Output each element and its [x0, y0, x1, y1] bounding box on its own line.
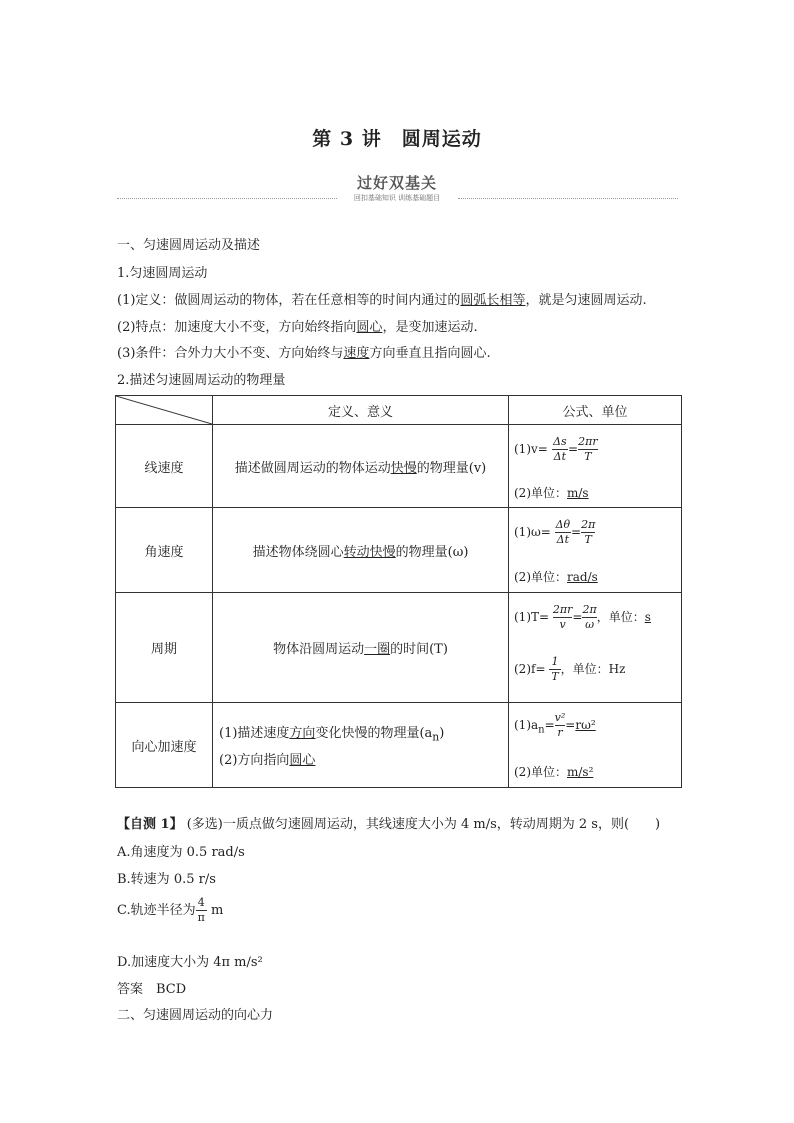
- header-formula: 公式、单位: [509, 396, 682, 425]
- quantity-name: 向心加速度: [116, 703, 213, 788]
- subsection-quantities: 2.描述匀速圆周运动的物理量: [117, 373, 286, 388]
- quantity-formula: (1)T= $\frac{2\pi r}{v}$ = $\frac{2\pi}{\omega}$ ，单位：s (2)f= $\frac{1}{T}$ ，单位：Hz: [509, 593, 682, 703]
- table-row: [116, 508, 682, 593]
- section2-heading: 二、匀速圆周运动的向心力: [117, 1008, 274, 1023]
- quantity-formula: $(1)a_n=$ $\frac{\text{v²}}{r}$ =rω² (2)单位：m/s²: [509, 703, 682, 788]
- table-row: [116, 703, 682, 788]
- table-row: [116, 593, 682, 703]
- answer-blank: 圆心: [356, 320, 383, 335]
- section1-heading: 一、匀速圆周运动及描述: [117, 238, 261, 253]
- option-a: A.角速度为 0.5 rad/s: [117, 845, 245, 860]
- quantity-name: 线速度: [116, 425, 213, 508]
- answer: 答案 BCD: [117, 982, 187, 997]
- quantity-definition: (1)描述速度方向变化快慢的物理量$(a_n)$ (2)方向指向圆心: [213, 703, 509, 788]
- option-d: D.加速度大小为 4π m/s²: [117, 955, 263, 970]
- diagonal-line: [116, 396, 212, 424]
- header-definition: 定义、意义: [213, 396, 509, 425]
- diagonal-header-cell: [116, 396, 213, 425]
- exercise-stem: 【自测 1】 (多选)一质点做匀速圆周运动，其线速度大小为 4 m/s，转动周期为 2 s，则( ): [117, 817, 661, 832]
- feature-line: (2)特点：加速度大小不变，方向始终指向圆心，是变加速运动.: [117, 320, 478, 335]
- quantity-name: 周期: [116, 593, 213, 703]
- definition-line: (1)定义：做圆周运动的物体，若在任意相等的时间内通过的圆弧长相等，就是匀速圆周运动.: [117, 293, 647, 308]
- quantity-formula: (1)v= $\frac{\Delta s}{\Delta t}$ = $\frac{2\pi r}{T}$ (2)单位：m/s: [509, 425, 682, 508]
- subsection-uniform: 1.匀速圆周运动: [117, 266, 208, 281]
- answer-blank: 圆弧长: [460, 293, 500, 308]
- condition-line: (3)条件：合外力大小不变、方向始终与速度方向垂直且指向圆心.: [117, 346, 491, 361]
- quantity-definition: 物体沿圆周运动一圈的时间(T): [213, 593, 509, 703]
- quantity-formula: (1)ω= $\frac{\Delta\theta}{\Delta t}$ = $\frac{2\pi}{T}$ (2)单位：rad/s: [509, 508, 682, 593]
- quantity-name: 角速度: [116, 508, 213, 593]
- table-row: [116, 425, 682, 508]
- banner-subtitle: 回扣基础知识 训练基础题目: [0, 193, 794, 203]
- answer-blank: 相等: [499, 293, 526, 308]
- quantities-table: [115, 395, 682, 788]
- banner-title: 过好双基关: [356, 174, 437, 192]
- page-title: 第 3 讲 圆周运动: [312, 128, 482, 150]
- quantity-definition: 描述物体绕圆心转动快慢的物理量(ω): [213, 508, 509, 593]
- answer-blank: 速度: [343, 346, 370, 361]
- option-c: C.轨迹半径为 $\frac{4}{\pi}$ m: [117, 896, 224, 924]
- option-b: B.转速为 0.5 r/s: [117, 872, 216, 887]
- quantity-definition: 描述做圆周运动的物体运动快慢的物理量(v): [213, 425, 509, 508]
